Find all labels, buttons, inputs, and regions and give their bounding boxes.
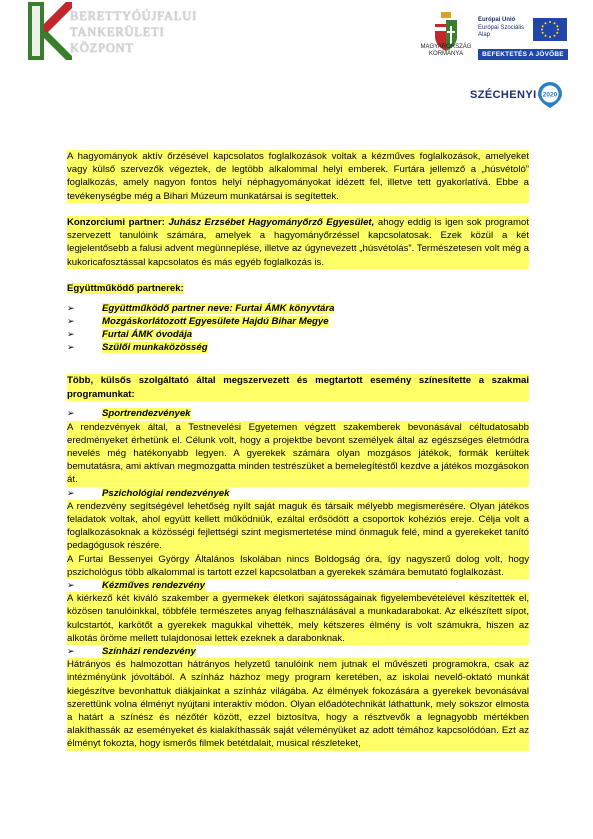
arrow-bullet-icon: ➢ xyxy=(67,302,75,313)
section-text: A kiérkező két kiváló szakember a gyermekek életkori sajátosságainak figyelembevételével készítették el, közösen tanulóinkkal, többféle természetes anyag felhasználásával a munkadarabokat. Az elkészített sípot, kulcstartót, karkötőt a gyerekek magukkal vihették, mely kétszeres élmény is volt számukra, hiszen az alkotás öröme mellett tulajdonosai lettek ezeknek a darabonknak. xyxy=(67,593,529,644)
consortium-text: ahogy eddig is igen sok programot szervezett tanulóink számára, amelyek a hagyományőrzéssel kapcsolatosak. Ezek közül a két legjelentősebb a falusi advent megünneplése, illetve az úgynevezett „húsvétolás”. Természetesen volt még a kukoricafosztással kapcsolatos és más egyéb foglalkozás is. xyxy=(67,217,529,268)
partner-item: ➢ Furtai ÁMK óvodája xyxy=(67,329,193,341)
arrow-bullet-icon: ➢ xyxy=(67,580,75,591)
section-text-2: A Furtai Bessenyei György Általános Iskolában nincs Boldogság óra, így nagyszerű dolog volt, hogy pszichológus több alkalommal is tartott ezzel kapcsolatban a gyerekek számára bemutató foglalkozást. xyxy=(67,553,529,578)
logo-line-1: BERETTYÓÚJFALUI xyxy=(70,9,198,23)
eu-line-2: Európai Szociális xyxy=(478,24,525,31)
arrow-bullet-icon: ➢ xyxy=(67,316,75,326)
section-title: ➢ Kézműves rendezvény xyxy=(67,580,205,592)
arrow-bullet-icon: ➢ xyxy=(67,329,75,340)
section-title: ➢ Pszichológiai rendezvények xyxy=(67,487,230,499)
eu-line-3: Alap xyxy=(478,32,491,38)
eu-flag-icon xyxy=(533,18,567,41)
gov-line-2: KORMÁNYA xyxy=(429,51,463,57)
section-text: A rendezvények által, a Testnevelési Egyetemen végzett szakemberek bevonásával céltudatosabb eredményeket érhetünk el. Célunk volt, hogy a projektbe bevont személyek által az egészséges életmódra nevelés még hatékonyabb legyen. A gyerekek számára olyan mozgásos játékok, formák kerültek bemutatásra, ami aktívan megmozgatta minden testrészüket a bemelegítéstől kezdve a játékos mozgásokon át. xyxy=(67,421,529,486)
partner-item: ➢ Szülői munkaközösség xyxy=(67,342,208,354)
szechenyi-label: SZÉCHENYI xyxy=(470,89,537,101)
section-title: ➢ Színházi rendezvény xyxy=(67,646,196,658)
section-text: Hátrányos és halmozottan hátrányos helyzetű tanulóink nem jutnak el művészeti programokra, csak az intézményünk jóvoltából. A színház házhoz megy program keretében, az iskolai nevelő-oktató munkát kiegészítve bevonhattuk diákjainkat a színház világába. Az élmények fokozására a gyerekek bevonásával szerettünk volna élményt nyújtani interaktív módon. Olyan előadótechnikát láthattunk, mely sokszor elmosta a határt a színész és nézőtér között, ezzel biztosítva, hogy a résztvevők a legnagyobb mértékben alakíthassák az eseményeket és kialakíthassák saját véleményüket az adott témához kapcsolódóan. Ezt az élményt fokozta, hogy ismerős filmek betétdalait, musical részleteket, xyxy=(67,659,529,750)
consortium-paragraph xyxy=(67,216,529,269)
intro-paragraph: A hagyományok aktív őrzésével kapcsolatos foglalkozások voltak a kézműves foglalkozások, amelyeket vagy külső szervezők végeztek, de legtöbb alkalommal helyi emberek. Furtára jellemző a „húsvétoló” foglalkozás, amely nagyon fontos helyi néphagyományokat idézett fel, illetve tett gyakorlatívá. Ebbe a tevékenységbe még a Bihari Múzeum munkatársai is segítettek. xyxy=(67,151,529,202)
hungarian-government-label xyxy=(413,44,479,58)
consortium-label: Konzorciumi partner: xyxy=(67,217,165,228)
gov-line-1: MAGYARORSZÁG xyxy=(420,44,472,50)
logo-chevron-icon xyxy=(26,2,72,60)
szechenyi-2020-pin-icon xyxy=(537,81,563,109)
arrow-bullet-icon: ➢ xyxy=(67,342,75,353)
section-text: A rendezvény segítségével lehetőség nyílt saját maguk és társaik mélyebb megismerésére. Olyan játékos feladatok voltak, ahol együtt kellett működniük, ezáltal erősödött a csoportok kohéziós ereje. Célja volt a foglalkozásoknak a közösségi fejlettségi szint megismertetése mind önmaguk felé, mind a gyerekeket tanító pedagógusok részére. xyxy=(67,500,529,552)
logo-text xyxy=(70,8,197,56)
arrow-bullet-icon: ➢ xyxy=(67,487,75,498)
arrow-bullet-icon: ➢ xyxy=(67,646,75,657)
district-center-logo xyxy=(26,2,226,60)
arrow-bullet-icon: ➢ xyxy=(67,408,75,419)
document-body xyxy=(67,150,529,751)
logo-line-3: KÖZPONT xyxy=(70,41,134,55)
szechenyi-year: 2020 xyxy=(542,91,558,99)
section-title: ➢ Sportrendezvények xyxy=(67,408,191,420)
partners-heading: Együttműködő partnerek: xyxy=(67,283,184,294)
partner-item: ➢ Együttműködő partner neve: Furtai ÁMK könyvtára xyxy=(67,302,335,314)
eu-line-1: Európai Unió xyxy=(478,17,516,23)
consortium-name: Juhász Erzsébet Hagyományőrző Egyesület, xyxy=(168,217,375,228)
events-heading: Több, külsős szolgáltató által megszervezett és megtartott esemény színesítette a szakmai programunkat: xyxy=(67,375,529,400)
eu-label xyxy=(478,17,534,40)
logo-line-2: TANKERÜLETI xyxy=(70,25,165,39)
partner-item: ➢ Mozgáskorlátozott Egyesülete Hajdú Bihar Megye xyxy=(67,316,329,327)
invest-in-future-banner: BEFEKTETÉS A JÖVŐBE xyxy=(478,49,568,60)
